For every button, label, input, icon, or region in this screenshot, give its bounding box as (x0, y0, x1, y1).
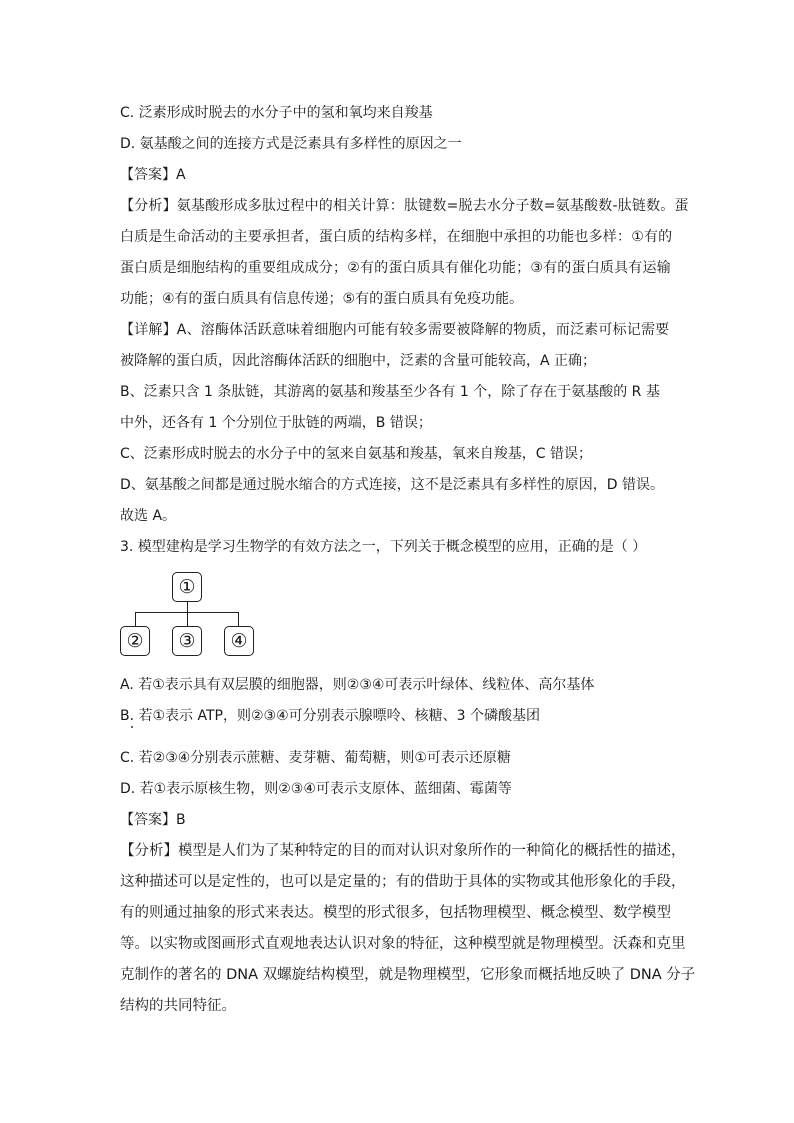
diagram-branch-right (238, 612, 239, 626)
q3-option-b: B. 若①表示 ATP，则②③④可分别表示腺嘌呤、核糖、3 个磷酸基团 (120, 708, 540, 724)
question-3-stem: 3. 模型建构是学习生物学的有效方法之一，下列关于概念模型的应用，正确的是（ ） (120, 539, 647, 555)
explanation-line-5: C、泛素形成时脱去的水分子中的氢来自氨基和羧基，氧来自羧基，C 错误； (120, 446, 592, 462)
option-d-line: D. 氨基酸之间的连接方式是泛素具有多样性的原因之一 (120, 136, 462, 152)
explanation-line-3: B、泛素只含 1 条肽链，其游离的氨基和羧基至少各有 1 个，除了存在于氨基酸的 R 基 (120, 384, 660, 400)
answer-label: 【答案】A (120, 167, 186, 183)
option-c-line: C. 泛素形成时脱去的水分子中的氢和氧均来自羧基 (120, 105, 433, 121)
analysis-line-3: 蛋白质是细胞结构的重要组成成分；②有的蛋白质具有催化功能；③有的蛋白质具有运输 (120, 260, 671, 276)
diagram-branch-middle (187, 612, 188, 626)
q3-analysis-line-2: 这种描述可以是定性的，也可以是定量的；有的借助于具体的实物或其他形象化的手段， (120, 874, 686, 890)
q3-answer-label: 【答案】B (120, 812, 186, 828)
diagram-branch-left (135, 612, 136, 626)
diagram-node-2: ② (120, 626, 150, 656)
q3-analysis-line-6: 结构的共同特征。 (120, 998, 236, 1014)
analysis-line-2: 白质是生命活动的主要承担者，蛋白质的结构多样，在细胞中承担的功能也多样：①有的 (120, 229, 673, 245)
q3-option-d: D. 若①表示原核生物，则②③④可表示支原体、蓝细菌、霉菌等 (120, 781, 512, 797)
explanation-line-2: 被降解的蛋白质，因此溶酶体活跃的细胞中，泛素的含量可能较高，A 正确； (120, 353, 597, 369)
q3-analysis-line-4: 等。以实物或图画形式直观地表达认识对象的特征，这种模型就是物理模型。沃森和克里 (120, 936, 686, 952)
analysis-line-4: 功能；④有的蛋白质具有信息传递；⑤有的蛋白质具有免疫功能。 (120, 291, 524, 307)
explanation-line-1: 【详解】A、溶酶体活跃意味着细胞内可能有较多需要被降解的物质，而泛素可标记需要 (120, 322, 670, 338)
analysis-line-1: 【分析】氨基酸形成多肽过程中的相关计算：肽键数=脱去水分子数=氨基酸数-肽链数。蛋 (120, 198, 689, 214)
conclusion-line: 故选 A。 (120, 508, 177, 524)
q3-analysis-line-1: 【分析】模型是人们为了某种特定的目的而对认识对象所作的一种简化的概括性的描述， (120, 843, 686, 859)
q3-analysis-line-3: 有的则通过抽象的形式来表达。模型的形式很多，包括物理模型、概念模型、数学模型 (120, 905, 671, 921)
diagram-node-4: ④ (224, 626, 254, 656)
concept-model-diagram (120, 572, 270, 662)
stray-dot (131, 726, 133, 728)
diagram-stem-line (187, 602, 188, 612)
explanation-line-4: 中外，还各有 1 个分别位于肽链的两端，B 错误； (120, 415, 432, 431)
q3-option-c: C. 若②③④分别表示蔗糖、麦芽糖、葡萄糖，则①可表示还原糖 (120, 750, 511, 766)
q3-option-a: A. 若①表示具有双层膜的细胞器，则②③④可表示叶绿体、线粒体、高尔基体 (120, 677, 595, 693)
explanation-line-6: D、氨基酸之间都是通过脱水缩合的方式连接，这不是泛素具有多样性的原因，D 错误。 (120, 477, 665, 493)
diagram-node-3: ③ (172, 626, 202, 656)
diagram-node-top: ① (172, 572, 202, 602)
q3-analysis-line-5: 克制作的著名的 DNA 双螺旋结构模型，就是物理模型，它形象而概括地反映了 DNA 分子 (120, 967, 696, 983)
